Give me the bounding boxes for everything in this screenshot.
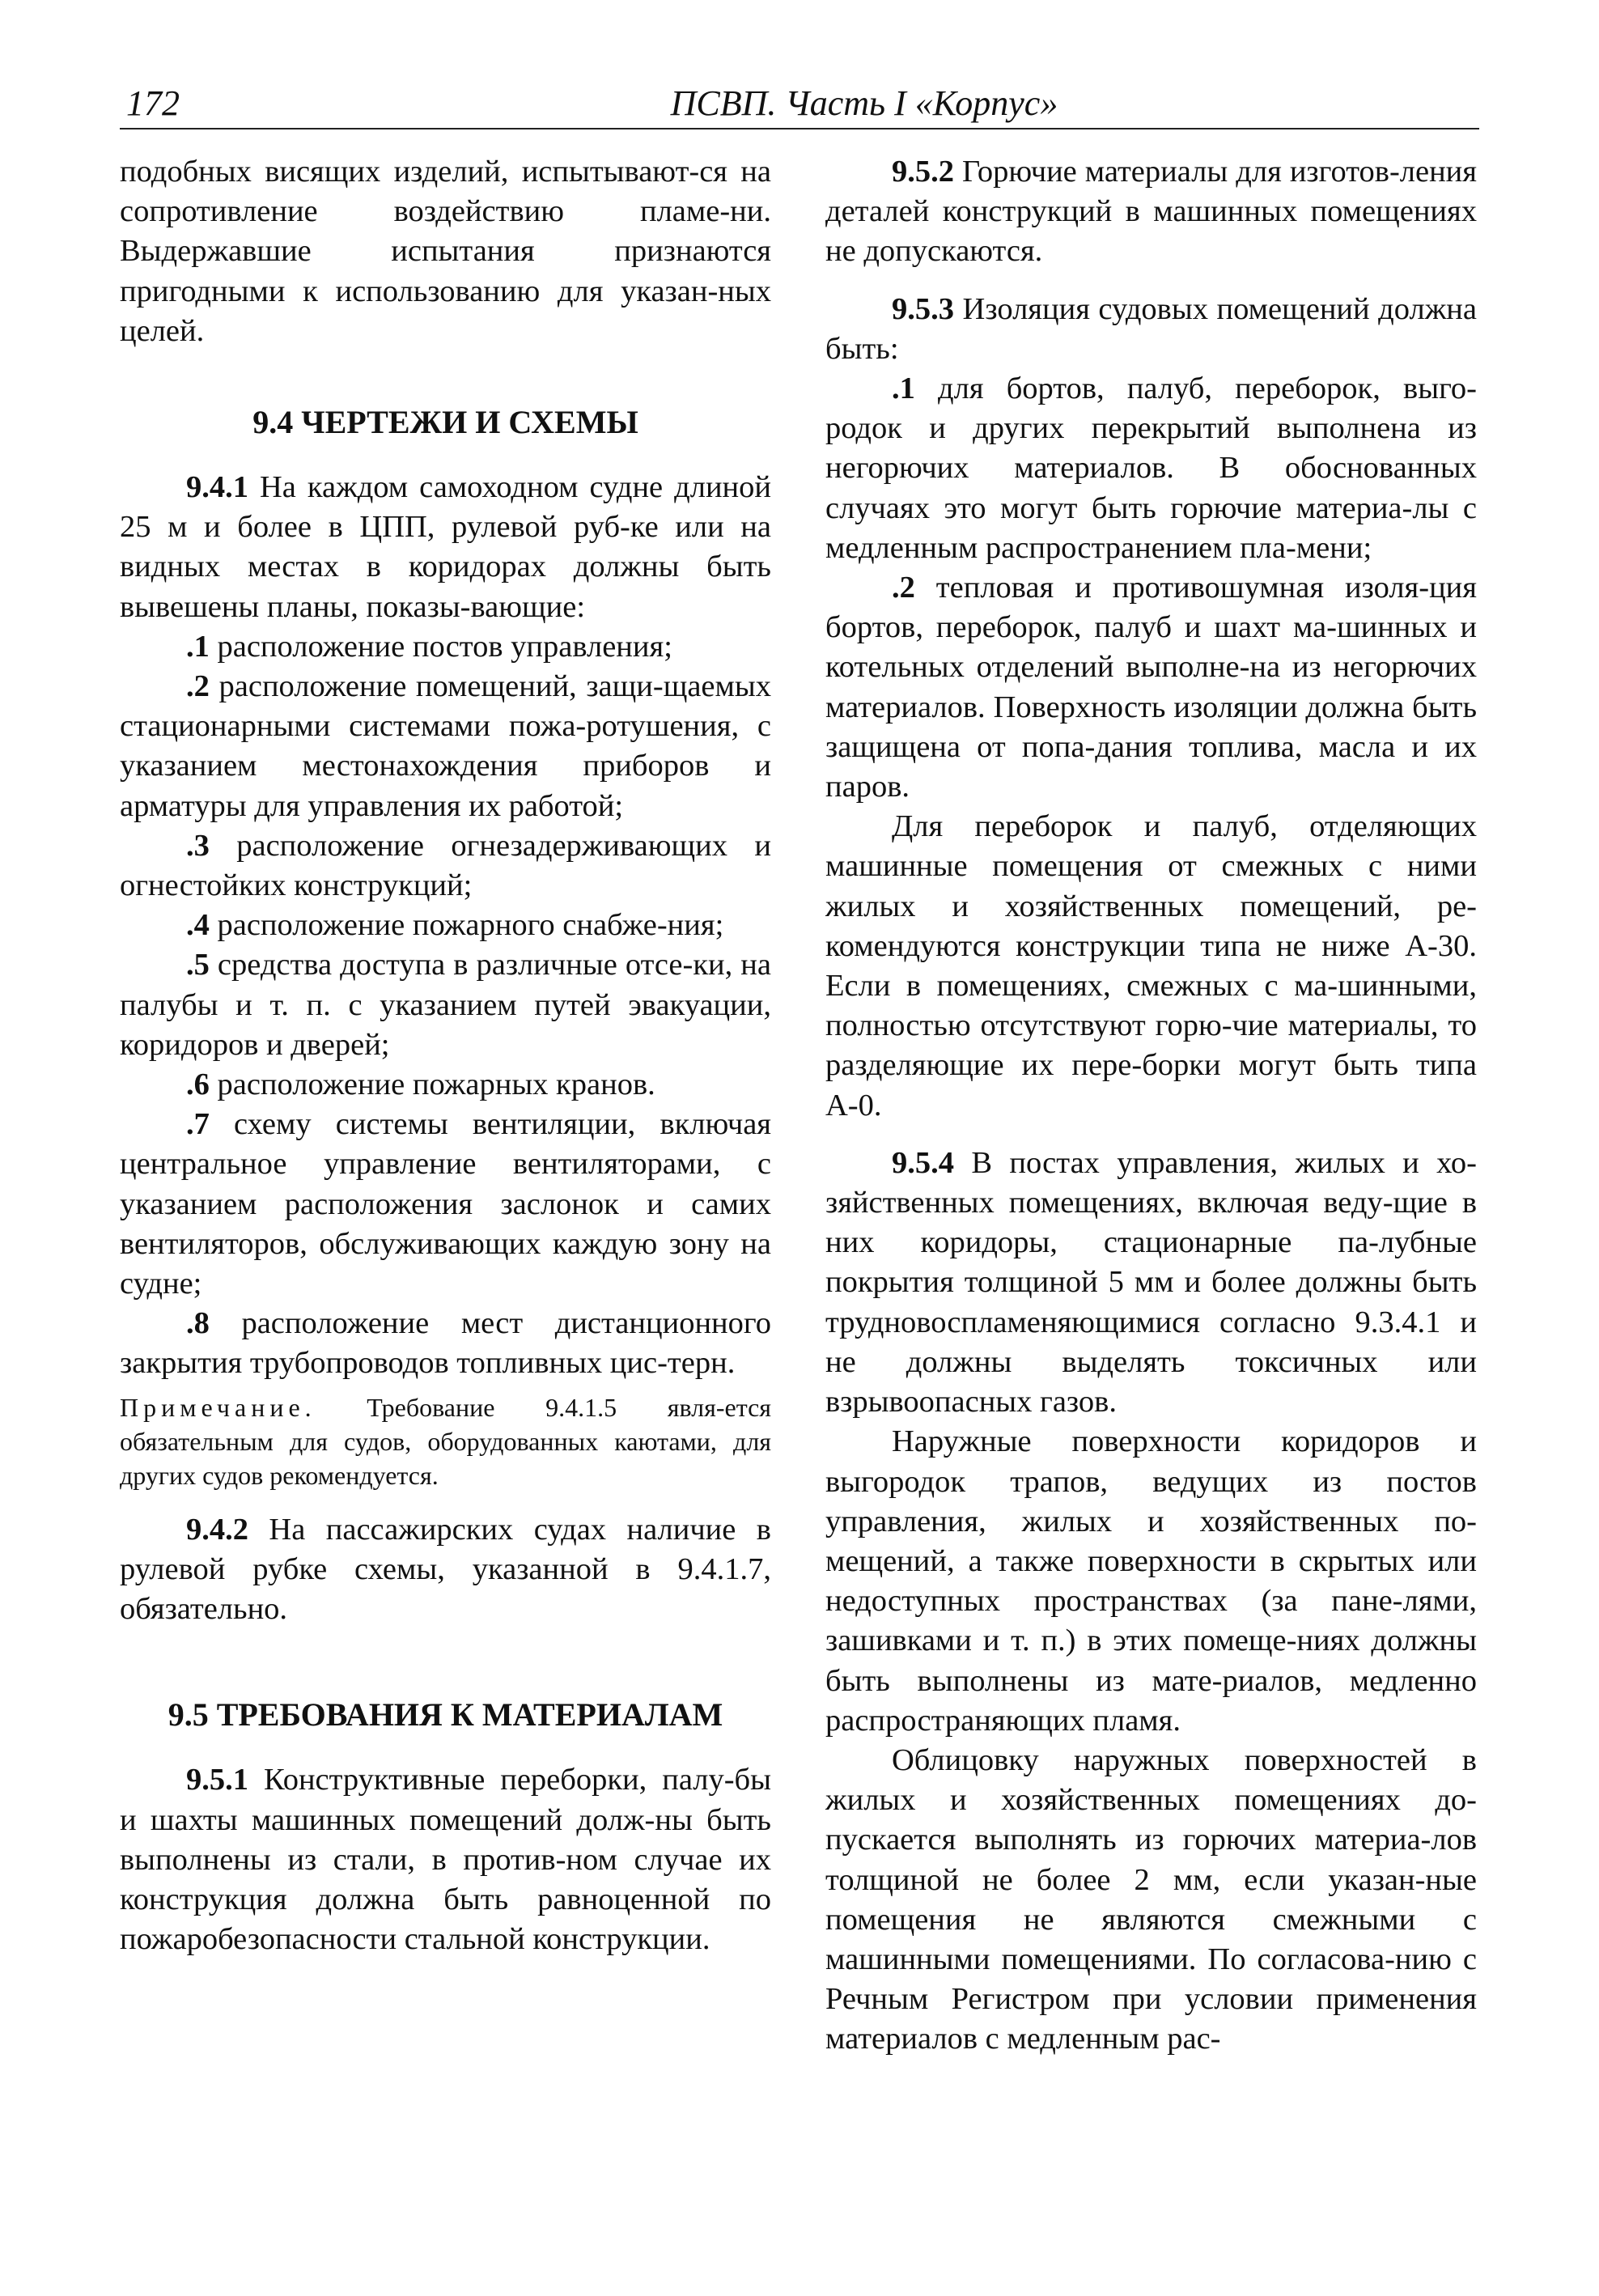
item-text: схему системы вентиляции, включая центральное управление вентиляторами, с указанием расположения заслонок и самих вентиляторов, обслуживающих каждую зону на судне; [120, 1107, 771, 1301]
clause-text: На каждом самоходном судне длиной 25 м и более в ЦПП, рулевой руб-ке или на видных местах в коридорах должны быть вывешены планы, показы-вающие: [120, 470, 771, 624]
paragraph-outer-surfaces: Наружные поверхности коридоров и выгородок трапов, ведущих из постов управления, жилых и хозяйственных по-мещений, а также поверхности в скрытых или недоступных пространствах (за пане-лями, зашивками и т. п.) в этих помеще-ниях должны быть выполнены из мате-риалов, медленно распространяющих пламя. [825, 1424, 1477, 1738]
item-number: .5 [186, 948, 210, 982]
list-item-2 [825, 568, 1477, 807]
note [120, 1390, 771, 1492]
clause-number: 9.5.3 [892, 291, 954, 326]
section-heading-9-5: 9.5 ТРЕБОВАНИЯ К МАТЕРИАЛАМ [168, 1696, 723, 1734]
list-item-3 [120, 826, 771, 906]
item-number: .2 [892, 571, 915, 605]
list-item-5 [120, 945, 771, 1065]
item-number: .7 [186, 1107, 210, 1142]
right-column [825, 152, 1477, 2060]
clause-number: 9.4.1 [186, 470, 248, 505]
page-number: 172 [126, 83, 180, 123]
intro-paragraph: подобных висящих изделий, испытывают-ся на сопротивление воздействию пламе-ни. Выдержавшие испытания признаются пригодными к использованию для указан-ных целей. [120, 155, 771, 348]
note-text: Требование 9.4.1.5 явля-ется обязательным для судов, оборудованных каютами, для других судов рекомендуется. [120, 1392, 771, 1490]
note-label: Примечание. [120, 1392, 316, 1422]
item-number: .1 [186, 629, 210, 664]
clause-9-5-3 [825, 290, 1477, 369]
paragraph-cladding: Облицовку наружных поверхностей в жилых и хозяйственных помещениях до-пускается выполнять из горючих материа-лов толщиной не более 2 мм, если указан-ные помещения не являются смежными с машинными помещениями. По согласова-нию с Речным Регистром при условии применения материалов с медленным рас- [825, 1742, 1477, 2056]
item-number: .4 [186, 908, 210, 943]
item-number: .2 [186, 669, 210, 704]
clause-text: Горючие материалы для изготов-ления деталей конструкций в машинных помещениях не допускаются. [825, 155, 1477, 269]
list-item-7 [120, 1105, 771, 1304]
list-item-2 [120, 667, 771, 826]
clause-9-4-2 [120, 1510, 771, 1630]
clause-9-4-1 [120, 468, 771, 627]
item-text: расположение постов управления; [209, 629, 672, 664]
list-item-8 [120, 1304, 771, 1383]
item-text: средства доступа в различные отсе-ки, на палубы и т. п. с указанием путей эвакуации, коридоров и дверей; [120, 948, 771, 1062]
clause-9-5-4 [825, 1144, 1477, 1422]
item-text: тепловая и противошумная изоля-ция бортов, переборок, палуб и шахт ма-шинных и котельных отделений выполне-на из негорючих материалов. Поверхность изоляции должна быть защищена от попа-дания топлива, масла и их паров. [825, 571, 1477, 804]
list-item-4 [120, 906, 771, 945]
clause-text: Изоляция судовых помещений должна быть: [825, 291, 1477, 366]
clause-number: 9.5.4 [892, 1145, 954, 1180]
left-column [120, 152, 771, 1959]
item-number: .6 [186, 1067, 210, 1102]
clause-number: 9.5.2 [892, 155, 954, 189]
item-number: .8 [186, 1306, 210, 1341]
list-item-1 [120, 627, 771, 667]
item-text: расположение огнезадерживающих и огнестойких конструкций; [120, 828, 771, 903]
item-text: расположение мест дистанционного закрытия трубопроводов топливных цис-терн. [120, 1306, 771, 1381]
paragraph-bulkheads: Для переборок и палуб, отделяющих машинные помещения от смежных с ними жилых и хозяйственных помещений, ре-комендуются конструкции типа не ниже А-30. Если в помещениях, смежных с ма-шинными, полностью отсутствуют горю-чие материалы, то разделяющие их пере-борки могут быть типа А-0. [825, 809, 1477, 1123]
item-text: расположение помещений, защи-щаемых стационарными системами пожа-ротушения, с указанием местонахождения приборов и арматуры для управления их работой; [120, 669, 771, 823]
list-item-1 [825, 369, 1477, 568]
clause-9-5-2 [825, 152, 1477, 272]
clause-text: На пассажирских судах наличие в рулевой рубке схемы, указанной в 9.4.1.7, обязательно. [120, 1512, 771, 1627]
clause-number: 9.4.2 [186, 1512, 248, 1547]
item-text: расположение пожарного снабже-ния; [209, 908, 724, 943]
clause-text: Конструктивные переборки, палу-бы и шахты машинных помещений долж-ны быть выполнены из стали, в против-ном случае их конструкция должна быть равноценной по пожаробезопасности стальной конструкции. [120, 1763, 771, 1957]
item-number: .3 [186, 828, 210, 863]
item-text: для бортов, палуб, переборок, выго-родок и других перекрытий выполнена из негорючих материалов. В обоснованных случаях это могут быть горючие материа-лы с медленным распространением пла-мени; [825, 371, 1477, 565]
running-title: ПСВП. Часть I «Корпус» [670, 83, 1058, 123]
list-item-6 [120, 1065, 771, 1105]
clause-9-5-1 [120, 1760, 771, 1959]
running-header [120, 78, 1479, 129]
section-heading-9-4: 9.4 ЧЕРТЕЖИ И СХЕМЫ [252, 404, 638, 441]
clause-text: В постах управления, жилых и хо-зяйственных помещениях, включая веду-щие в них коридоры, стационарные па-лубные покрытия толщиной 5 мм и более должны быть трудновоспламеняющимися согласно 9.3.4.1 и не должны выделять токсичных или взрывоопасных газов. [825, 1145, 1477, 1420]
item-number: .1 [892, 371, 915, 406]
clause-number: 9.5.1 [186, 1763, 248, 1797]
item-text: расположение пожарных кранов. [209, 1067, 655, 1102]
